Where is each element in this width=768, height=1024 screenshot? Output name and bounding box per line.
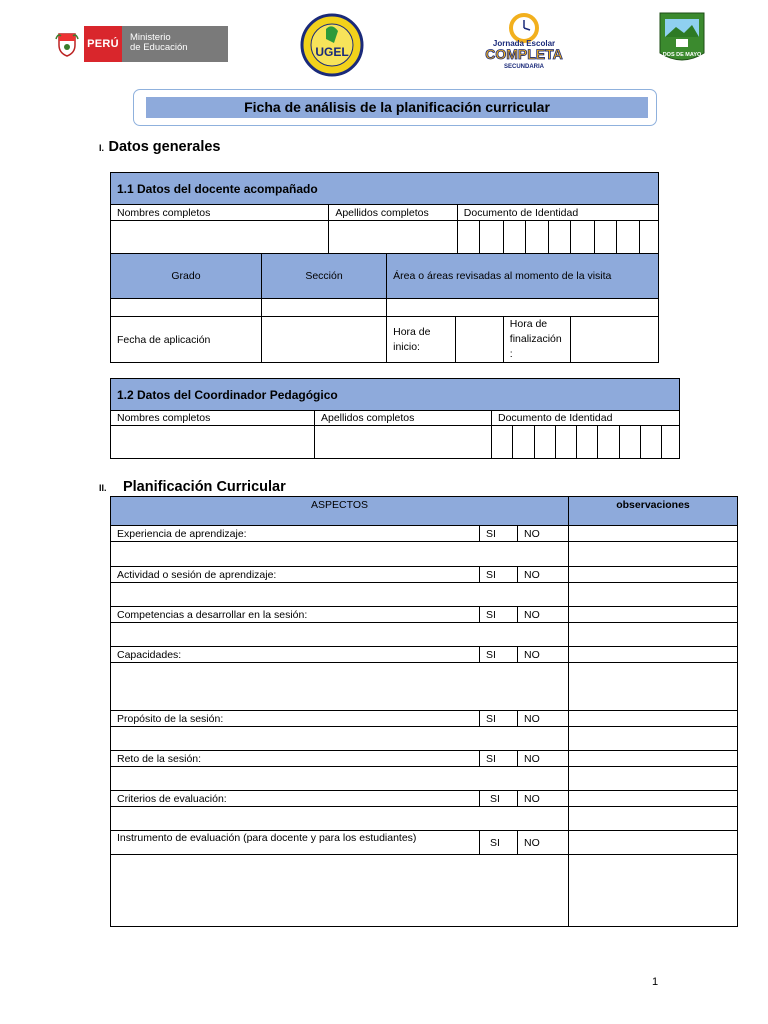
aspect-item-label: Competencias a desarrollar en la sesión: (111, 607, 480, 623)
aspect-item-label: Actividad o sesión de aprendizaje: (111, 567, 480, 583)
ugel-logo (300, 13, 364, 77)
observation-field[interactable] (569, 751, 738, 767)
observation-field[interactable] (569, 807, 738, 831)
yes-option[interactable]: SI (480, 831, 518, 855)
ugel-text: UGEL (315, 45, 349, 59)
aspect-notes-field[interactable] (111, 583, 569, 607)
teacher-data-table (110, 172, 659, 363)
coordinator-id-digit-1[interactable] (492, 426, 513, 459)
svg-text:SECUNDARIA: SECUNDARIA (503, 64, 545, 70)
coordinator-section-heading: 1.2 Datos del Coordinador Pedagógico (111, 379, 680, 411)
no-option[interactable]: NO (518, 567, 569, 583)
coordinator-id-header: Documento de Identidad (492, 411, 680, 426)
teacher-id-digit-4[interactable] (526, 221, 548, 254)
coordinator-data-table (110, 378, 680, 459)
jornada-escolar-completa-logo (472, 12, 576, 74)
coordinator-id-digit-3[interactable] (535, 426, 556, 459)
coordinator-surnames-field[interactable] (315, 426, 492, 459)
aspect-notes-field[interactable] (111, 623, 569, 647)
aspect-item-label: Reto de la sesión: (111, 751, 480, 767)
section-1-heading: I. Datos generales (99, 139, 221, 155)
start-time-label: Hora de inicio: (387, 317, 456, 363)
aspect-notes-field[interactable] (111, 727, 569, 751)
observation-field[interactable] (569, 831, 738, 855)
curricular-planning-table (110, 496, 738, 927)
no-option[interactable]: NO (518, 526, 569, 542)
observation-field[interactable] (569, 647, 738, 663)
no-option[interactable]: NO (518, 607, 569, 623)
yes-option[interactable]: SI (480, 647, 518, 663)
aspect-item-label: Criterios de evaluación: (111, 791, 480, 807)
grade-field[interactable] (111, 299, 262, 317)
no-option[interactable]: NO (518, 791, 569, 807)
aspect-item-label: Capacidades: (111, 647, 480, 663)
svg-text:COMPLETA: COMPLETA (485, 46, 563, 62)
coordinator-id-digit-4[interactable] (556, 426, 577, 459)
coordinator-id-digit-5[interactable] (577, 426, 598, 459)
coordinator-names-header: Nombres completos (111, 411, 315, 426)
teacher-id-digit-9[interactable] (639, 221, 658, 254)
observation-field[interactable] (569, 711, 738, 727)
application-date-label: Fecha de aplicación (111, 317, 262, 363)
observation-field[interactable] (569, 526, 738, 542)
teacher-id-digit-8[interactable] (617, 221, 639, 254)
yes-option[interactable]: SI (480, 607, 518, 623)
observation-field[interactable] (569, 767, 738, 791)
aspect-item-label: Propósito de la sesión: (111, 711, 480, 727)
teacher-id-digit-6[interactable] (571, 221, 595, 254)
end-time-field[interactable] (571, 317, 659, 363)
aspect-item-label: Experiencia de aprendizaje: (111, 526, 480, 542)
teacher-surnames-header: Apellidos completos (329, 205, 457, 221)
document-title: Ficha de análisis de la planificación curricular (146, 97, 648, 118)
aspect-notes-field[interactable] (111, 855, 569, 927)
yes-option[interactable]: SI (480, 751, 518, 767)
section-2-heading: II. Planificación Curricular (99, 479, 286, 495)
teacher-id-digit-3[interactable] (503, 221, 525, 254)
peru-label: PERÚ (84, 26, 122, 62)
areas-field[interactable] (387, 299, 659, 317)
teacher-names-field[interactable] (111, 221, 329, 254)
aspects-header: ASPECTOS (111, 497, 569, 526)
no-option[interactable]: NO (518, 711, 569, 727)
svg-text:DOS DE MAYO: DOS DE MAYO (662, 52, 702, 58)
areas-header: Área o áreas revisadas al momento de la visita (387, 254, 659, 299)
observations-header: observaciones (569, 497, 738, 526)
teacher-id-digit-2[interactable] (480, 221, 504, 254)
observation-field[interactable] (569, 607, 738, 623)
teacher-id-digit-5[interactable] (548, 221, 570, 254)
section-field[interactable] (261, 299, 386, 317)
section-header: Sección (261, 254, 386, 299)
svg-text:Jornada Escolar: Jornada Escolar (492, 39, 556, 48)
yes-option[interactable]: SI (480, 791, 518, 807)
teacher-id-digit-7[interactable] (594, 221, 616, 254)
aspect-notes-field[interactable] (111, 663, 569, 711)
no-option[interactable]: NO (518, 647, 569, 663)
end-time-label: Hora de finalización : (503, 317, 570, 363)
yes-option[interactable]: SI (480, 567, 518, 583)
aspect-notes-field[interactable] (111, 542, 569, 567)
teacher-id-digit-1[interactable] (457, 221, 479, 254)
aspect-item-label: Instrumento de evaluación (para docente y para los estudiantes) (111, 831, 480, 855)
yes-option[interactable]: SI (480, 526, 518, 542)
coordinator-id-digit-2[interactable] (513, 426, 535, 459)
peru-coat-of-arms-icon (50, 26, 84, 62)
observation-field[interactable] (569, 727, 738, 751)
observation-field[interactable] (569, 542, 738, 567)
observation-field[interactable] (569, 583, 738, 607)
start-time-field[interactable] (455, 317, 503, 363)
coordinator-id-digit-6[interactable] (598, 426, 620, 459)
teacher-id-header: Documento de Identidad (457, 205, 658, 221)
coordinator-names-field[interactable] (111, 426, 315, 459)
observation-field[interactable] (569, 791, 738, 807)
yes-option[interactable]: SI (480, 711, 518, 727)
no-option[interactable]: NO (518, 831, 569, 855)
grade-header: Grado (111, 254, 262, 299)
teacher-surnames-field[interactable] (329, 221, 457, 254)
coordinator-id-digit-7[interactable] (620, 426, 641, 459)
ministry-logo (50, 26, 228, 62)
teacher-section-heading: 1.1 Datos del docente acompañado (111, 173, 659, 205)
coordinator-id-digit-9[interactable] (662, 426, 680, 459)
page-number: 1 (652, 976, 659, 988)
observation-field[interactable] (569, 855, 738, 927)
ministry-name: Ministerio de Educación (122, 26, 228, 62)
school-crest-logo (658, 11, 706, 67)
coordinator-surnames-header: Apellidos completos (315, 411, 492, 426)
observation-field[interactable] (569, 567, 738, 583)
no-option[interactable]: NO (518, 751, 569, 767)
coordinator-id-digit-8[interactable] (641, 426, 662, 459)
aspect-notes-field[interactable] (111, 807, 569, 831)
application-date-field[interactable] (261, 317, 386, 363)
teacher-names-header: Nombres completos (111, 205, 329, 221)
aspect-notes-field[interactable] (111, 767, 569, 791)
observation-field[interactable] (569, 663, 738, 711)
observation-field[interactable] (569, 623, 738, 647)
